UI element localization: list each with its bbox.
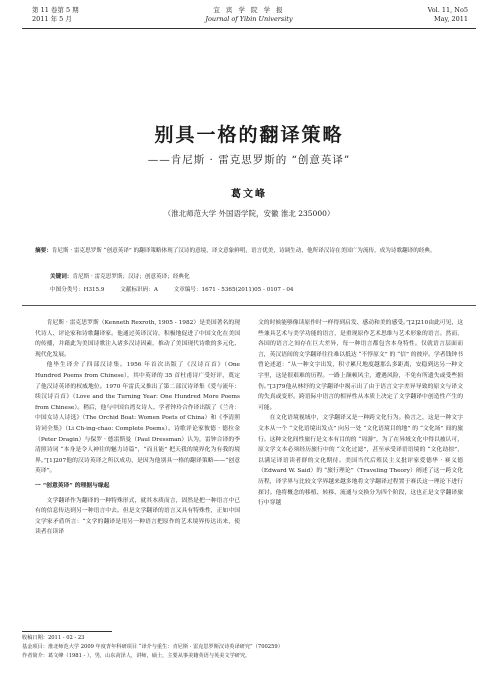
paragraph: 文学翻译作为翻译的一种特殊形式，就其本质而言，固然是把一种语言中已有的信息传达到另一种语言中去。但是文学翻译的语言又具有特殊性，正如中国文学家矛盾所言：“文学的翻译是用另一种语言把原作的艺术境界传达出来，使读者在读译 [35, 497, 240, 536]
journal-title-en: Journal of Yibin University [205, 15, 293, 23]
footnote-fund: 基金项目：淮北师范大学 2009 年度青年科研项目 “译介与重生：肯尼斯 · 雷克思罗斯汉诗英译研究”（700259） [22, 644, 283, 650]
article-subtitle: ——肯尼斯 · 雷克思罗斯的 “创意英译” [147, 154, 351, 166]
keywords-text: 肯尼斯 · 雷克思罗斯；汉诗；创意英译；经典化 [72, 274, 190, 280]
body-column-left [35, 318, 240, 538]
header-divider [22, 28, 476, 29]
abstract-text: 肯尼斯 · 雷克思罗斯 “创意英译” 的翻译策略体现了汉诗的意境，译文意象鲜明，语言优美，诗调生动，他所译汉诗在美国广为流传，成为诗歌翻译的经典。 [51, 248, 436, 254]
volume-en: Vol. 11, No5 [427, 6, 468, 14]
article-number: 文章编号：1671 - 5365(2011)05 - 0107 - 04 [173, 287, 294, 293]
paragraph: 肯尼斯 · 雷克思罗斯（Kenneth Rexroth, 1905 - 1982）是美国著名的现代诗人、评论家和诗歌翻译家。他通过英译汉诗，积极地促进了中国文化在美国的传播，并藉此为美国诗歌注入诸多汉诗因素，推动了美国现代诗歌的多元化、现代化发展。 [35, 320, 240, 358]
footnote-received: 收稿日期：2011 - 02 - 23 [22, 635, 85, 641]
abstract [35, 246, 463, 256]
section-heading: 一 “创意英译” 的理据与缘起 [35, 482, 110, 489]
paragraph: 在文化语境视域中，文学翻译又是一种跨文化行为。换言之，这是一种文字文本从一个 “文化语境出发点” 向另一处 “文化语境目的地” 的 “文化场” 间的旅行。这种文化间性旅行是文本有目的的 “周游”，为了在异域文化中得以被认可，原文学文本必须经历旅行中的 “文化过滤”，甚至承受译语语境的 “文化劫掠”，以满足译语读者群的文化期待。美国当代后殖民主义批评家爱德华 · 赛义德（Edward W. Said）的 “旅行理论”（Traveling Theory）阐述了这一跨文化历程，译学界与比较文学界越来越多地将文学翻译过程置于赛氏这一理论下进行探讨。他将概念的移植、转移、流通与交换分为四个阶段，这也正是文学翻译旅行中穿越 [258, 415, 463, 507]
author-name: 葛文峰 [231, 189, 267, 200]
classification-meta [50, 285, 308, 293]
journal-header [20, 6, 478, 36]
volume-info [428, 6, 468, 24]
abstract-label: 摘要： [35, 248, 52, 254]
journal-title-cn: 宜 宾 学 院 学 报 [213, 6, 285, 14]
article-title: 别具一格的翻译策略 [154, 124, 344, 146]
keywords [50, 272, 190, 280]
footnote-author-bio: 作者简介：葛文峰（1981 - ），男，山东菏泽人，讲师，硕士，主要从事美籍英语与英美文学研究。 [22, 653, 251, 659]
abstract-divider [22, 305, 476, 306]
document-code: 文献标识码：A [120, 287, 158, 293]
keywords-label: 关键词： [50, 274, 73, 280]
paragraph: 他毕生译介了四部汉诗集。1956 年首次出版了《汉诗百首》（One Hundred Poems from Chinese），其中英译的 35 首杜甫诗广受好评，奠定了他汉诗英译的权威地位。1970 年雷氏又推出了第二部汉诗译集《爱与流年：续汉诗百首》（Love and the Turning Year: One Hundred More Poems from Chinese）。稍后，他与中国台湾女诗人、学者钟玲合作译出版了《兰舟：中国女诗人诗选》（The Orchid Boat: Women Poets of China）和《李清照诗词全集》（Li Ch-ing-chao: Complete Poems）。诗歌评论家彼德 · 德拉金（Peter Dragin）与保罗 · 德雷斯曼（Paul Dressman）认为，雷钟合译的李清照诗词 “本身是令人神往的魅力诗篇”，“而且能” 把天我的境界化为有我的境界。”[1]207他的汉诗英译之所以成功，是因为他别具一格的翻译策略——“创意英译”。 [35, 362, 240, 475]
author-affiliation: （淮北师范大学 外国语学院，安徽 淮北 235000） [163, 209, 335, 218]
issue-date: 2011 年 5 月 [32, 15, 72, 23]
volume-issue: 第 11 卷第 5 期 [32, 6, 79, 14]
footnote-divider [22, 631, 112, 632]
journal-name [20, 6, 478, 24]
paragraph: 文的时候能够像读原作时一样得到启发、感动和美的感受。”[2]210由此可见，这些兼具艺术与美学功能的语言，是重现原作艺术思维与艺术形象的语言。然而，各国的语言之间存在巨大差异，每一种语言都包含本身特性。仅就语言层面而言，英汉语间的文学翻译往往难以抵达 “不悖原文” 的 “信” 的彼岸。学者钱钟书曾论述道：“从一种文字出发，积寸累尺地度越那么多距离，安稳到达另一种文字里，这是很艰难的历程。一路上颠顿风尘，遭遇风险，不免有所遗失或受些损伤。”[3]79他从林纾的文学翻译中揭示出了由于语言文字差异导致的原文与译文的失真或变形。跨语际中语言的相异性从本质上决定了文学翻译中创造性产生的可能。 [258, 320, 463, 411]
clc-number: 中图分类号：H315.9 [50, 287, 105, 293]
body-column-right [258, 318, 463, 509]
date-en: May, 2011 [433, 15, 468, 23]
